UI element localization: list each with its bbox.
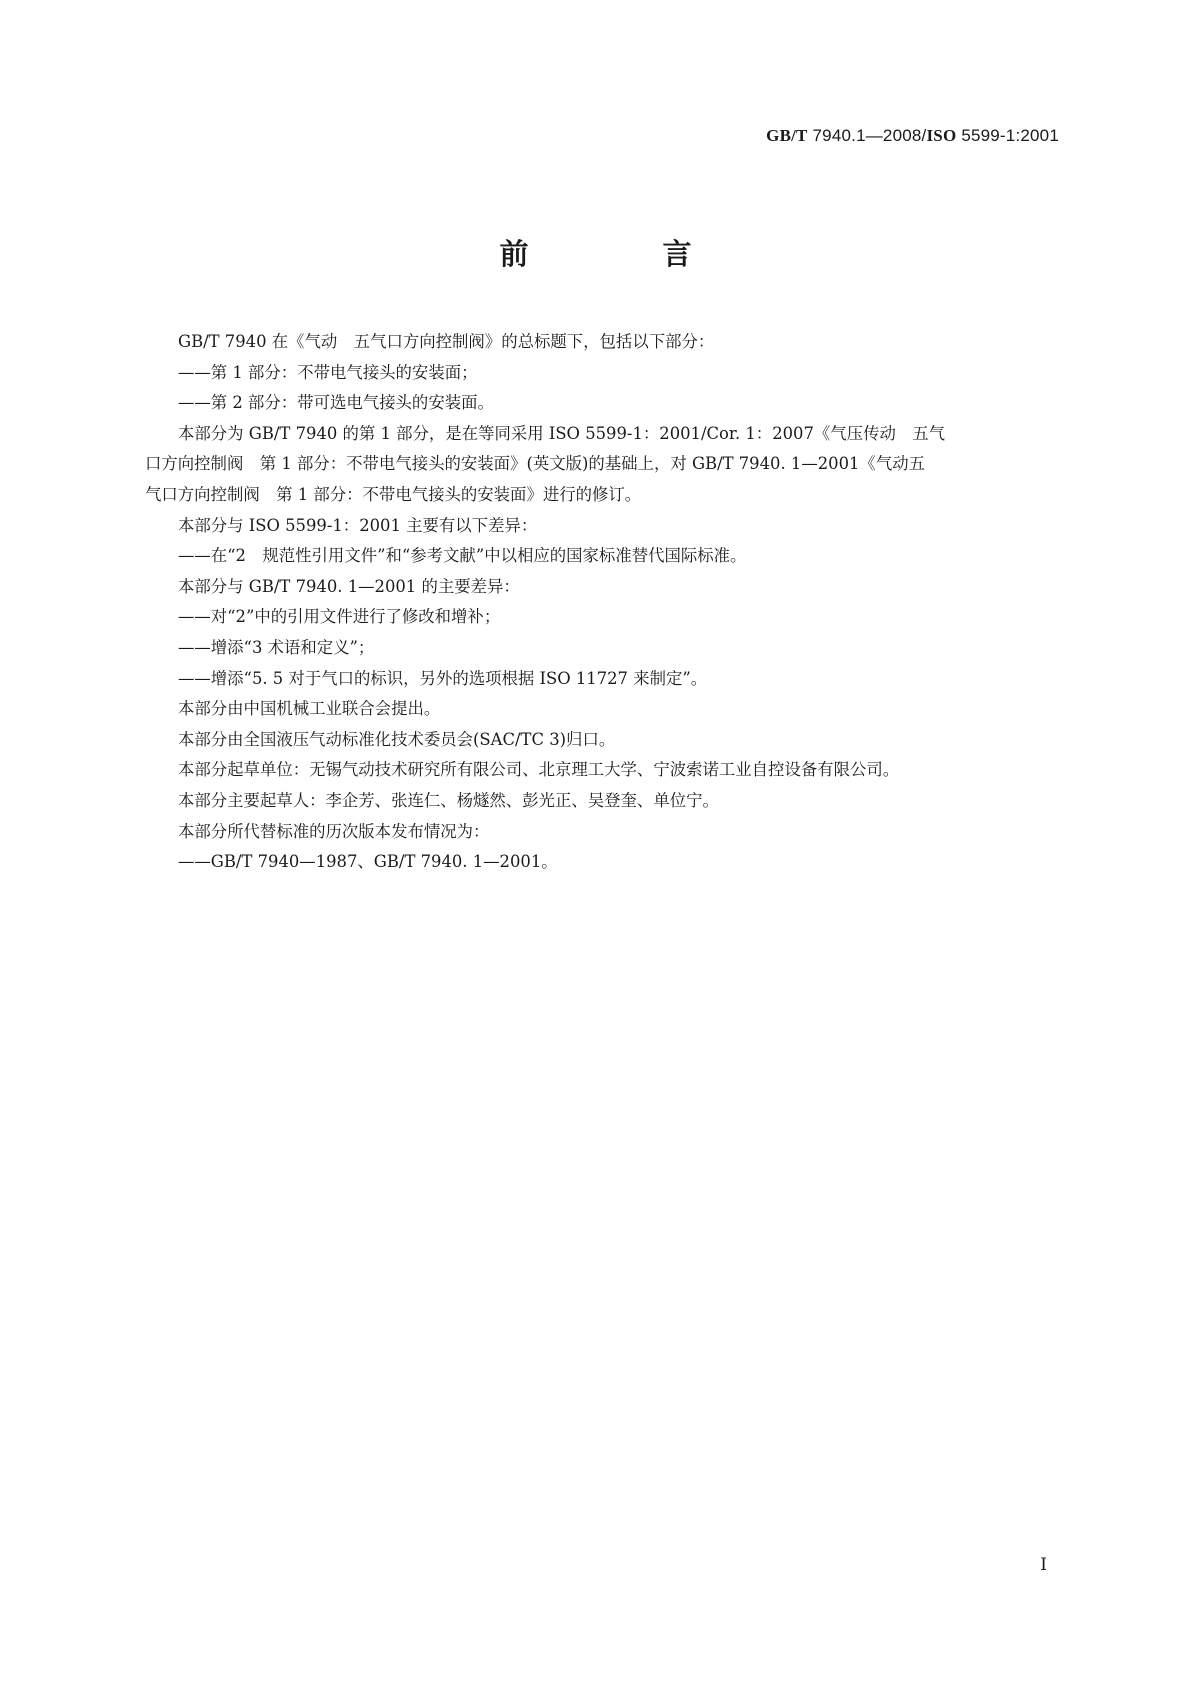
paragraph-4-line-3: 气口方向控制阀 第 1 部分：不带电气接头的安装面》进行的修订。	[145, 484, 642, 504]
header-iso-number: 5599-1:2001	[956, 126, 1059, 145]
header-iso-prefix: ISO	[926, 126, 957, 145]
paragraph-3: ——第 2 部分：带可选电气接头的安装面。	[178, 393, 494, 413]
header-gb-number: 7940.1—2008/	[807, 126, 927, 145]
paragraph-2: ——第 1 部分：不带电气接头的安装面；	[178, 362, 478, 382]
foreword-body	[145, 327, 1066, 878]
paragraph-15: 本部分所代替标准的历次版本发布情况为：	[178, 821, 490, 841]
standard-code-header	[766, 126, 1059, 146]
paragraph-4-line-1: 本部分为 GB/T 7940 的第 1 部分，是在等同采用 ISO 5599-1：2001/Cor. 1：2007《气压传动 五气	[178, 423, 946, 443]
paragraph-10: ——增添“5. 5 对于气口的标识，另外的选项根据 ISO 11727 来制定”。	[178, 668, 708, 688]
header-gb-prefix: GB/T	[766, 126, 808, 145]
paragraph-13: 本部分起草单位：无锡气动技术研究所有限公司、北京理工大学、宁波索诺工业自控设备有限公司。	[178, 760, 900, 780]
page-number: I	[1040, 1555, 1047, 1575]
paragraph-9: ——增添“3 术语和定义”；	[178, 637, 375, 657]
page-title: 前 言	[499, 237, 754, 271]
paragraph-12: 本部分由全国液压气动标准化技术委员会(SAC/TC 3)归口。	[178, 729, 616, 749]
paragraph-8: ——对“2”中的引用文件进行了修改和增补；	[178, 607, 501, 627]
paragraph-7: 本部分与 GB/T 7940. 1—2001 的主要差异：	[178, 576, 520, 596]
paragraph-11: 本部分由中国机械工业联合会提出。	[178, 699, 441, 719]
paragraph-5: 本部分与 ISO 5599-1：2001 主要有以下差异：	[178, 515, 538, 535]
paragraph-16: ——GB/T 7940—1987、GB/T 7940. 1—2001。	[178, 852, 558, 872]
paragraph-14: 本部分主要起草人：李企芳、张连仁、杨燧然、彭光正、吴登奎、单位宁。	[178, 790, 719, 810]
paragraph-1: GB/T 7940 在《气动 五气口方向控制阀》的总标题下，包括以下部分：	[178, 332, 715, 351]
paragraph-4-line-2: 口方向控制阀 第 1 部分：不带电气接头的安装面》(英文版)的基础上，对 GB/T 7940. 1—2001《气动五	[145, 454, 925, 474]
paragraph-6: ——在“2 规范性引用文件”和“参考文献”中以相应的国家标准替代国际标准。	[178, 546, 747, 566]
